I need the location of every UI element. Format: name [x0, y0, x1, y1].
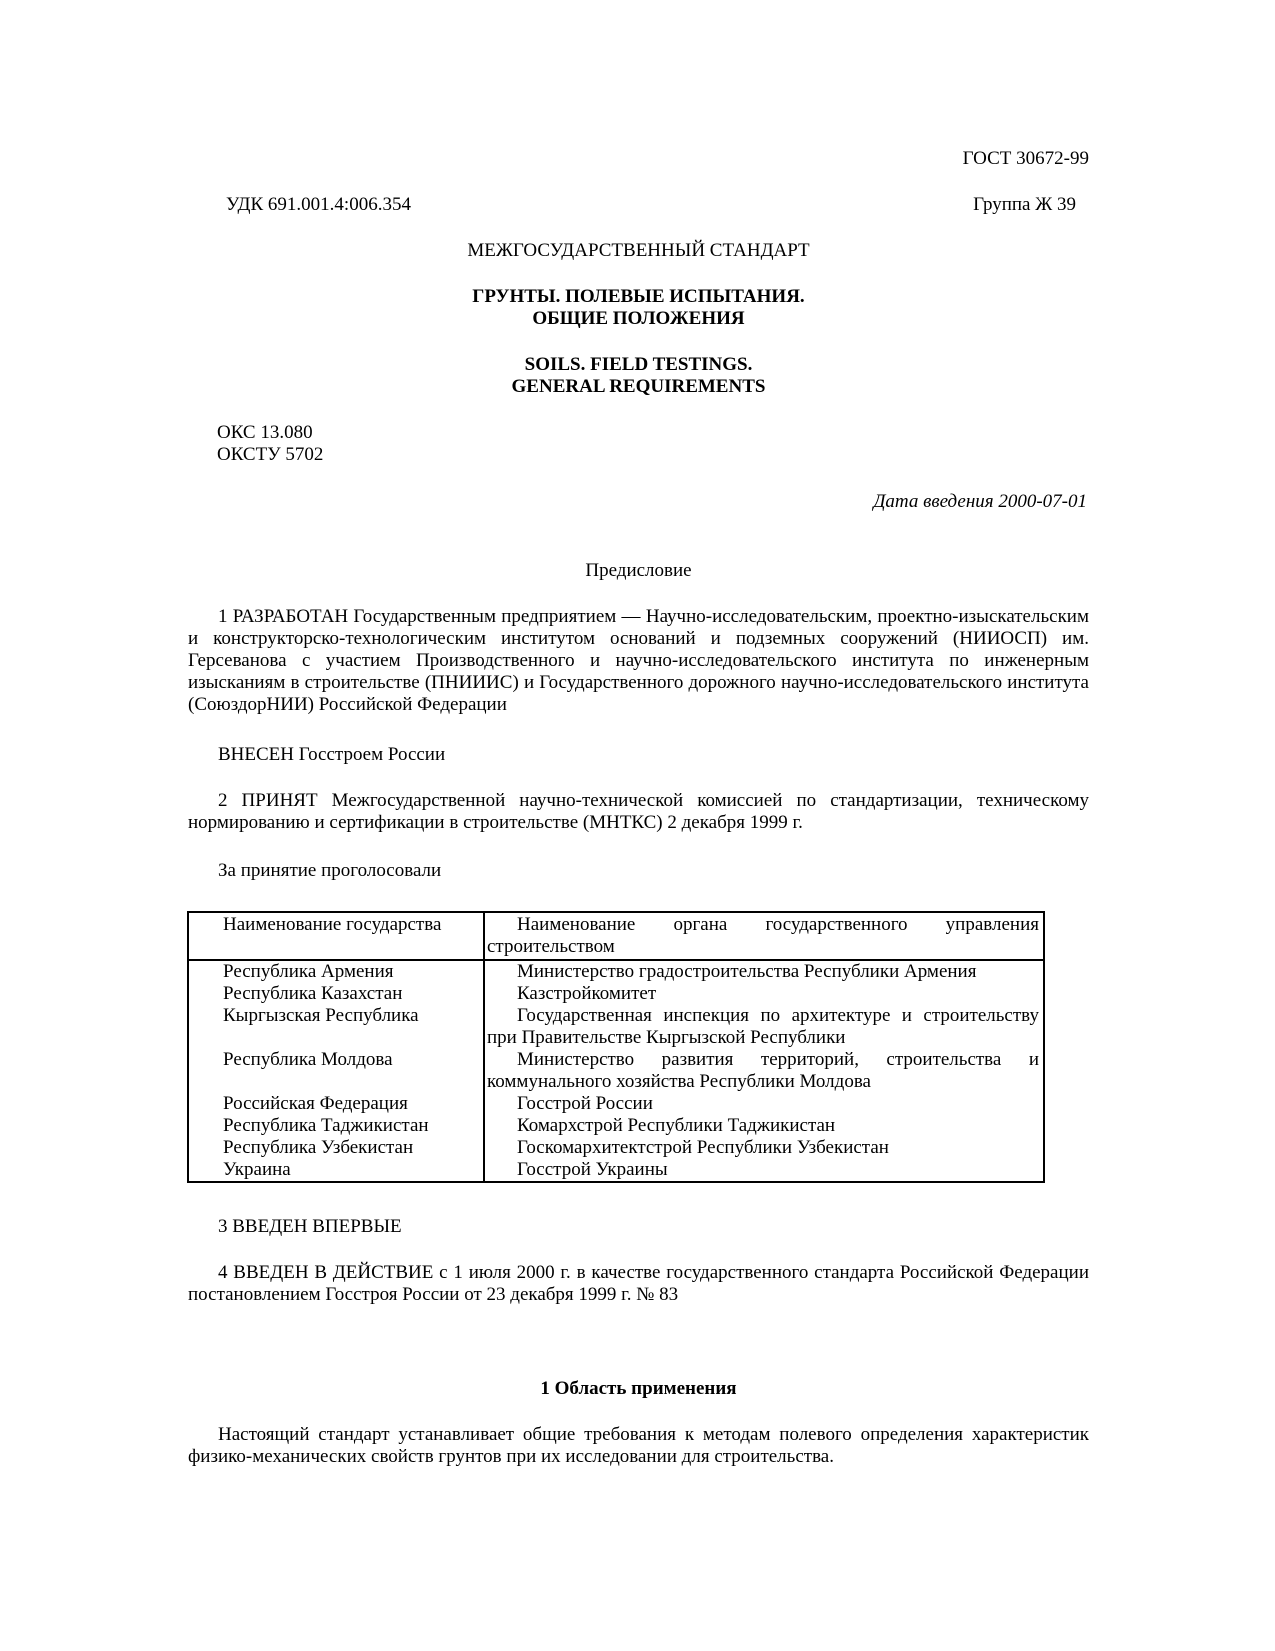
table-row	[188, 1159, 1044, 1182]
table-row	[188, 960, 1044, 983]
foreword-introduced-by: ВНЕСЕН Госстроем России	[218, 744, 446, 765]
voting-states-table	[187, 911, 1045, 1183]
table-row	[188, 1093, 1044, 1115]
table-cell-body: Министерство развития территорий, строительства и коммунального хозяйства Республики Молдова	[487, 1049, 1039, 1092]
table-row	[188, 983, 1044, 1005]
gost-number: ГОСТ 30672-99	[962, 148, 1089, 169]
foreword-paragraph-3: 3 ВВЕДЕН ВПЕРВЫЕ	[218, 1216, 402, 1237]
table-cell-body: Комархстрой Республики Таджикистан	[517, 1115, 836, 1136]
foreword-voted: За принятие проголосовали	[218, 860, 442, 881]
udk-code: УДК 691.001.4:006.354	[226, 194, 411, 215]
foreword-paragraph-2: 2 ПРИНЯТ Межгосударственной научно-технической комиссией по стандартизации, техническому нормированию и сертификации в строительстве (МНТКС) 2 декабря 1999 г.	[188, 790, 1089, 833]
group-code: Группа Ж 39	[973, 194, 1076, 215]
section-1-heading: 1 Область применения	[540, 1378, 737, 1399]
foreword-paragraph-1: 1 РАЗРАБОТАН Государственным предприятием — Научно-исследовательским, проектно-изыскательским и конструкторско-технологическим институтом оснований и подземных сооружений (НИИОСП) им. Герсеванова с участием Производственного и научно-исследовательского института по инженерным изысканиям в строительстве (ПНИИИС) и Государственного дорожного научно-исследовательского института (СоюздорНИИ) Российской Федерации	[188, 606, 1089, 715]
okstu-code: ОКСТУ 5702	[217, 444, 324, 465]
table-row	[188, 1137, 1044, 1159]
table-cell-state: Республика Узбекистан	[188, 1137, 484, 1159]
intro-date: Дата введения 2000-07-01	[873, 491, 1087, 512]
table-header-body: Наименование органа государственного управления строительством	[484, 912, 1044, 960]
standard-type: МЕЖГОСУДАРСТВЕННЫЙ СТАНДАРТ	[467, 240, 810, 261]
section-1-paragraph-1: Настоящий стандарт устанавливает общие требования к методам полевого определения характеристик физико-механических свойств грунтов при их исследовании для строительства.	[188, 1424, 1089, 1467]
table-cell-state: Украина	[188, 1159, 484, 1182]
table-cell-state: Российская Федерация	[188, 1093, 484, 1115]
table-cell-body: Госстрой России	[517, 1093, 653, 1114]
table-row	[188, 1005, 1044, 1049]
table-cell-body: Казстройкомитет	[517, 983, 657, 1004]
table-cell-state: Кыргызская Республика	[188, 1005, 484, 1049]
table-cell-state: Республика Армения	[188, 960, 484, 983]
title-en-line2: GENERAL REQUIREMENTS	[511, 376, 766, 397]
foreword-heading: Предисловие	[585, 560, 692, 581]
table-cell-state: Республика Таджикистан	[188, 1115, 484, 1137]
table-cell-state: Республика Казахстан	[188, 983, 484, 1005]
table-cell-state: Республика Молдова	[188, 1049, 484, 1093]
table-header-state: Наименование государства	[188, 912, 484, 960]
oks-code: ОКС 13.080	[217, 422, 313, 443]
table-row	[188, 1115, 1044, 1137]
table-header-row	[188, 912, 1044, 960]
foreword-paragraph-4: 4 ВВЕДЕН В ДЕЙСТВИЕ с 1 июля 2000 г. в качестве государственного стандарта Российской Федерации постановлением Госстроя России от 23 декабря 1999 г. № 83	[188, 1262, 1089, 1305]
title-ru-line2: ОБЩИЕ ПОЛОЖЕНИЯ	[532, 308, 745, 329]
title-en-line1: SOILS. FIELD TESTINGS.	[524, 354, 753, 375]
table-cell-body: Министерство градостроительства Республики Армения	[517, 961, 977, 982]
table-cell-body: Государственная инспекция по архитектуре и строительству при Правительстве Кыргызской Республики	[487, 1005, 1039, 1048]
table-cell-body: Госстрой Украины	[517, 1159, 668, 1180]
title-ru-line1: ГРУНТЫ. ПОЛЕВЫЕ ИСПЫТАНИЯ.	[472, 286, 805, 307]
table-row	[188, 1049, 1044, 1093]
table-cell-body: Госкомархитектстрой Республики Узбекистан	[517, 1137, 889, 1158]
